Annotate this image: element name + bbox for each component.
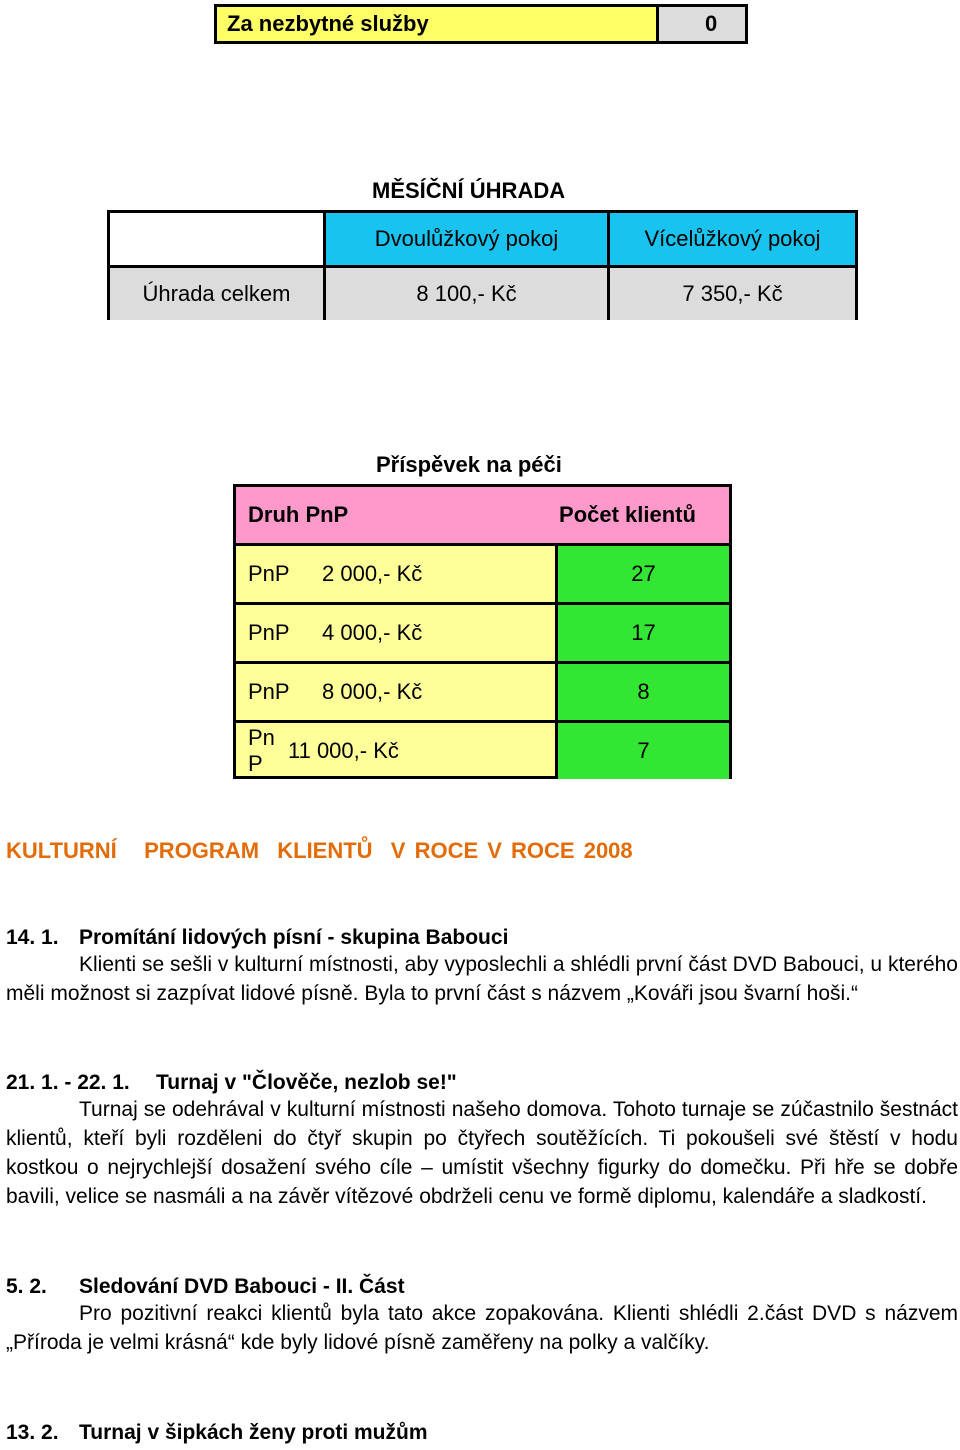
services-label: Za nezbytné služby <box>217 7 659 41</box>
monthly-total-multi: 7 350,- Kč <box>607 268 855 320</box>
program-date: 21. 1. - 22. 1. <box>6 1071 130 1094</box>
pnp-amount: 8 000,- Kč <box>322 679 423 704</box>
monthly-total-double: 8 100,- Kč <box>323 268 607 320</box>
pnp-table <box>233 484 732 779</box>
program-body: Pro pozitivní reakci klientů byla tato akce zopakována. Klienti shlédli 2.část DVD s názvem „Příroda je velmi krásná“ kde byly lidové písně zaměřeny na polky a valčíky. <box>6 1302 958 1354</box>
pnp-title: Příspěvek na péči <box>376 452 562 477</box>
program-body: Turnaj se odehrával v kulturní místnosti našeho domova. Tohoto turnaje se zúčastnilo šestnáct klientů, kteří byli rozděleni do čtyř skupin po čtyřech soutěžících. Ti pokoušeli své štěstí v hodu kostkou o nejrychlejší dosažení svého cíle – umístit všechny figurky do domečku. Při hře se dobře bavili, velice se nasmáli a na závěr vítězové obdrželi cenu ve formě diplomu, kalendáře a sladkostí. <box>6 1098 958 1208</box>
monthly-header-empty <box>110 213 323 265</box>
pnp-header-count: Počet klientů <box>559 502 696 527</box>
services-value: 0 <box>659 7 745 41</box>
pnp-amount: 11 000,- Kč <box>288 738 399 763</box>
monthly-total-row <box>110 265 855 320</box>
pnp-amount: 4 000,- Kč <box>322 620 423 645</box>
program-heading: Sledování DVD Babouci - II. Část <box>79 1275 405 1298</box>
monthly-title: MĚSÍČNÍ ÚHRADA <box>372 178 566 203</box>
pnp-row <box>236 661 729 720</box>
pnp-row <box>236 543 729 602</box>
program-date: 5. 2. <box>6 1275 47 1298</box>
pnp-header-type: Druh PnP <box>248 502 349 527</box>
program-item <box>6 1421 958 1445</box>
program-date: 13. 2. <box>6 1421 59 1444</box>
pnp-count: 27 <box>555 546 729 602</box>
program-date: 14. 1. <box>6 926 59 949</box>
monthly-header-double: Dvoulůžkový pokoj <box>323 213 607 265</box>
program-title: KULTURNÍ PROGRAM KLIENTŮ V ROCE V ROCE 2008 <box>6 838 633 863</box>
program-item <box>6 926 958 1008</box>
services-table <box>214 4 748 44</box>
pnp-count: 8 <box>555 664 729 720</box>
pnp-type: PnP <box>248 561 290 586</box>
pnp-type: PnP <box>248 620 290 645</box>
program-heading: Turnaj v "Člověče, nezlob se!" <box>156 1071 457 1094</box>
pnp-header-row <box>236 487 729 543</box>
monthly-total-label: Úhrada celkem <box>110 268 323 320</box>
pnp-count: 7 <box>555 723 729 779</box>
program-body: Klienti se sešli v kulturní místnosti, aby vyposlechli a shlédli první část DVD Babouci, u kterého měli možnost si zazpívat lidové písně. Byla to první část s názvem „Kováři jsou švarní hoši.“ <box>6 953 958 1005</box>
program-item <box>6 1071 958 1211</box>
program-heading: Promítání lidových písní - skupina Babouci <box>79 926 509 949</box>
program-item <box>6 1275 958 1357</box>
pnp-amount: 2 000,- Kč <box>322 561 423 586</box>
monthly-header-row <box>110 213 855 265</box>
pnp-row <box>236 602 729 661</box>
pnp-type: PnP <box>248 679 290 704</box>
pnp-count: 17 <box>555 605 729 661</box>
pnp-type: Pn P <box>248 725 275 776</box>
program-heading: Turnaj v šipkách ženy proti mužům <box>79 1421 428 1444</box>
monthly-table <box>107 210 858 320</box>
monthly-header-multi: Vícelůžkový pokoj <box>607 213 855 265</box>
pnp-row <box>236 720 729 779</box>
